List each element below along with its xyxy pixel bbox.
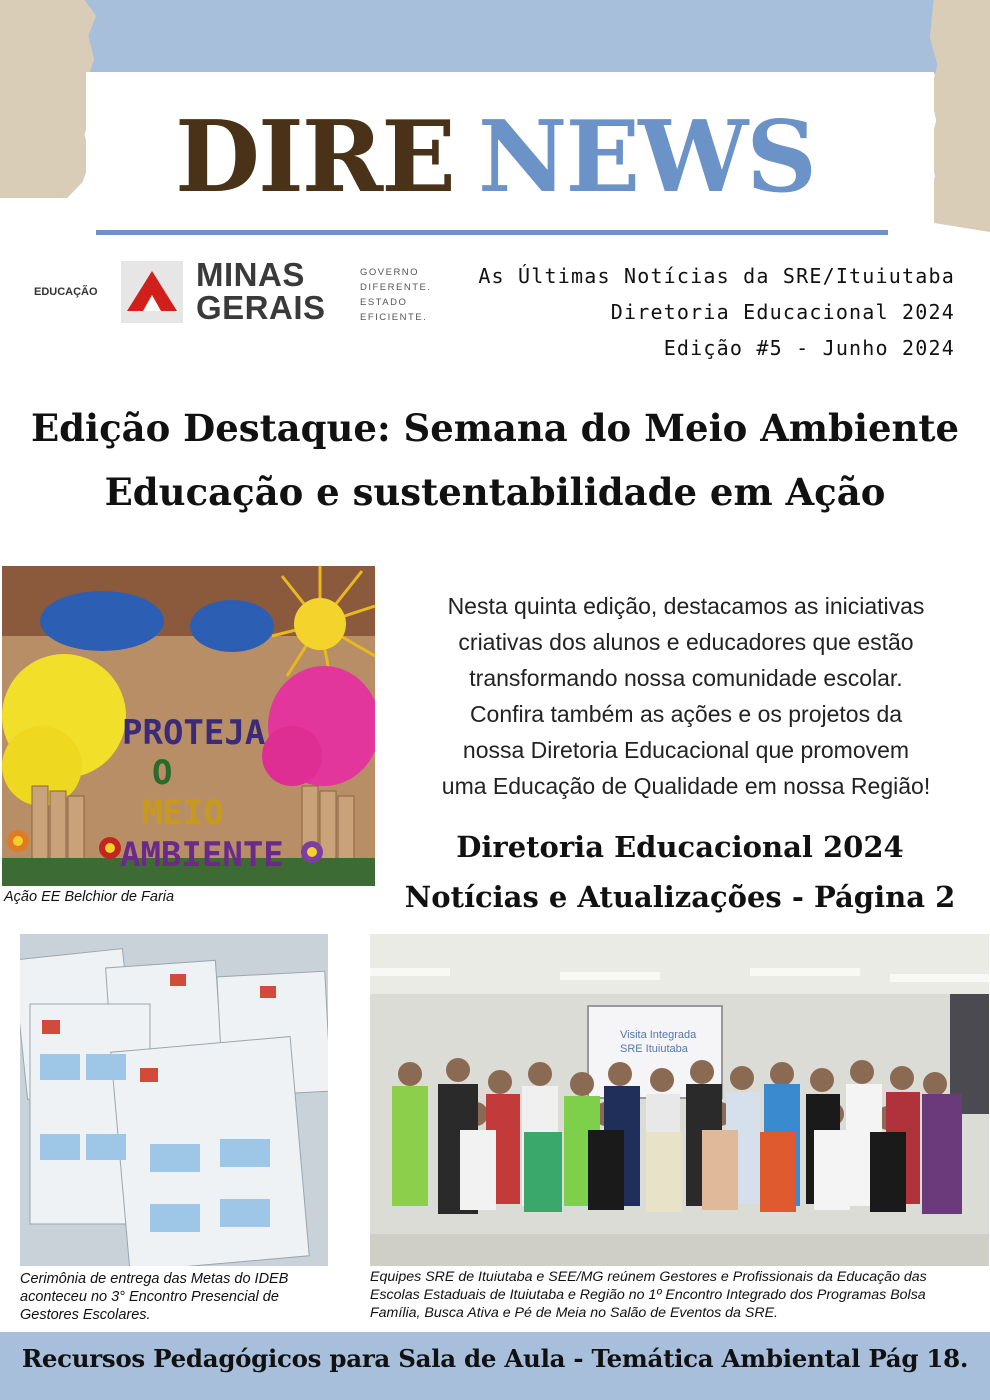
logo-education-label: EDUCAÇÃO — [34, 286, 98, 298]
logo-motto: GOVERNO DIFERENTE. ESTADO EFICIENTE. — [360, 267, 432, 323]
edition-info — [478, 258, 955, 366]
goals-photo-caption: Cerimônia de entrega das Metas do IDEB aconteceu no 3° Encontro Presencial de Gestores Escolares. — [20, 1271, 289, 1323]
sign-text-proteja: PROTEJA — [122, 713, 266, 753]
logo-state-name: MINAS GERAIS — [196, 256, 326, 326]
masthead-title — [0, 98, 990, 218]
intro-paragraph: Nesta quinta edição, destacamos as iniciativas criativas dos alunos e educadores que estão transformando nossa comunidade escolar. Confira também as ações e os projetos da nossa Diretoria Educacional que promovem uma Educação de Qualidade em nossa Região! — [441, 593, 931, 799]
footer-link-resources: Recursos Pedagógicos para Sala de Aula - Temática Ambiental Pág 18. — [21, 1344, 969, 1373]
headline-line1: Edição Destaque: Semana do Meio Ambiente — [30, 406, 960, 450]
screen-text-visita: Visita Integrada — [620, 1029, 697, 1041]
subhead-line2: Notícias e Atualizações - Página 2 — [404, 880, 956, 914]
edition-info-line2: Diretoria Educacional 2024 — [610, 300, 955, 324]
edition-info-line1: As Últimas Notícias da SRE/Ituiutaba — [478, 264, 955, 288]
minas-gerais-emblem-icon — [121, 261, 183, 323]
masthead-rule — [96, 230, 888, 235]
masthead-word-dire: DIRE — [174, 100, 454, 215]
featured-photo-caption: Ação EE Belchior de Faria — [4, 889, 175, 905]
headline-line2: Educação e sustentabilidade em Ação — [104, 470, 886, 514]
group-photo-caption: Equipes SRE de Ituiutaba e SEE/MG reúnem Gestores e Profissionais da Educação das Escolas Estaduais de Ituiutaba e Região no 1º Encontro Integrado dos Programas Bolsa Família, Busca Ativa e Pé de Meia no Salão de Eventos da SRE. — [370, 1269, 927, 1321]
sign-text-meio: MEIO — [142, 793, 224, 833]
group-meeting-photo — [370, 934, 989, 1266]
top-color-band — [0, 0, 990, 74]
featured-photo — [2, 566, 375, 886]
goals-ceremony-photo — [20, 934, 328, 1266]
screen-text-sre: SRE Ituiutaba — [620, 1043, 688, 1055]
minas-gerais-logo — [34, 258, 454, 330]
sign-text-o: O — [152, 753, 173, 793]
subhead-line1: Diretoria Educacional 2024 — [456, 830, 904, 864]
sign-text-ambiente: AMBIENTE — [120, 835, 284, 875]
edition-info-line3: Edição #5 - Junho 2024 — [663, 336, 955, 360]
masthead-word-news: NEWS — [477, 100, 816, 215]
